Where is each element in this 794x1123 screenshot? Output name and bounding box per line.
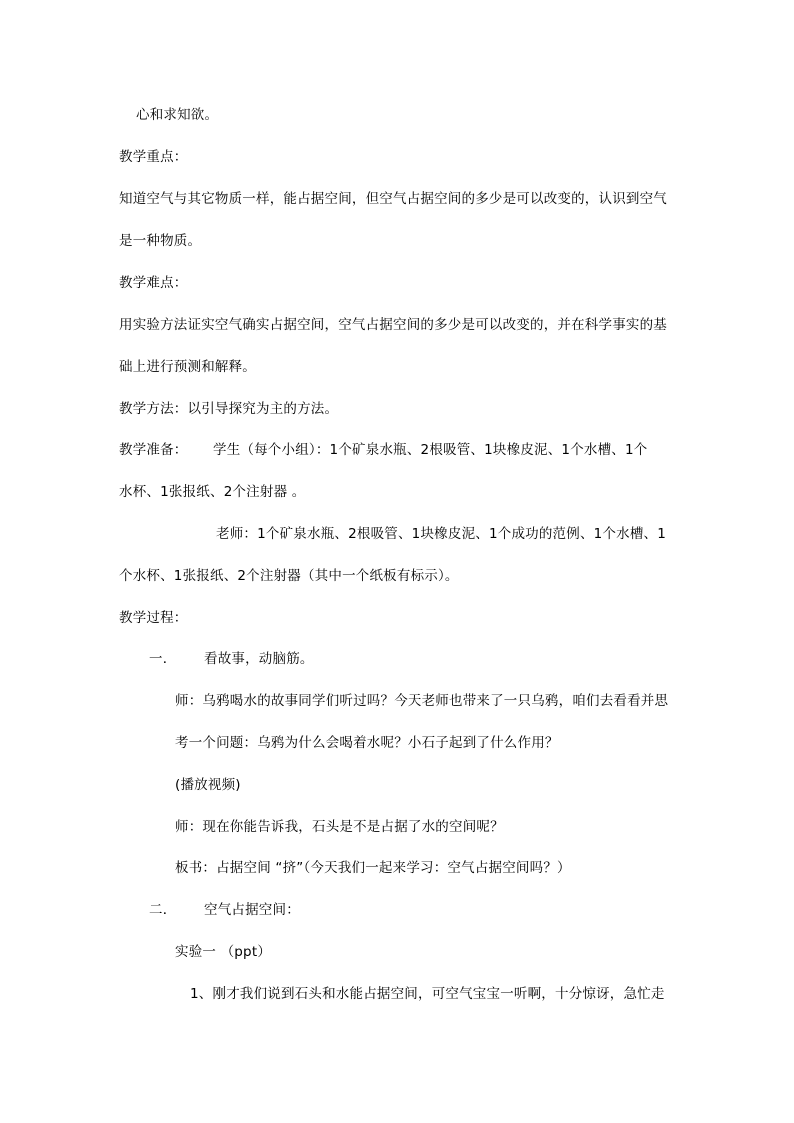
text-line: 考一个问题：乌鸦为什么会喝着水呢？小石子起到了什么作用？ [175,735,559,751]
text-line: 师：现在你能告诉我，石头是不是占据了水的空间呢？ [175,819,504,835]
text-line: 知道空气与其它物质一样，能占据空间，但空气占据空间的多少是可以改变的，认识到空气 [119,191,667,207]
text-line: 老师：1个矿泉水瓶、2根吸管、1块橡皮泥、1个成功的范例、1个水槽、1 [216,526,667,542]
text-line: (播放视频) [175,777,241,793]
text-line: 师：乌鸦喝水的故事同学们听过吗？今天老师也带来了一只乌鸦，咱们去看看并思 [175,693,669,709]
section-title: 空气占据空间： [204,902,300,918]
heading-teaching-process: 教学过程： [119,610,188,626]
text-line: 1、刚才我们说到石头和水能占据空间，可空气宝宝一听啊，十分惊讶，急忙走 [190,986,665,1002]
text-line: 实验一 （ppt） [175,944,272,960]
heading-teaching-prep: 教学准备： [119,442,188,458]
text-line: 是一种物质。 [119,233,202,249]
heading-teaching-method: 教学方法：以引导探究为主的方法。 [119,401,339,417]
section-title: 看故事，动脑筋。 [204,651,314,667]
text-line: 学生（每个小组）：1个矿泉水瓶、2根吸管、1块橡皮泥、1个水槽、1个 [213,442,648,458]
text-line: 水杯、1张报纸、2个注射器 。 [119,484,306,500]
text-line: 个水杯、1张报纸、2个注射器（其中一个纸板有标示）。 [119,568,459,584]
section-number: 一． [149,651,177,667]
text-line: 板书：占据空间 “挤”（今天我们一起来学习：空气占据空间吗？） [175,860,571,876]
section-number: 二． [149,902,177,918]
text-line: 用实验方法证实空气确实占据空间，空气占据空间的多少是可以改变的，并在科学事实的基 [119,317,667,333]
text-line: 心和求知欲。 [136,107,219,123]
text-line: 础上进行预测和解释。 [119,359,256,375]
heading-teaching-focus: 教学重点： [119,149,188,165]
heading-teaching-difficulty: 教学难点： [119,275,188,291]
